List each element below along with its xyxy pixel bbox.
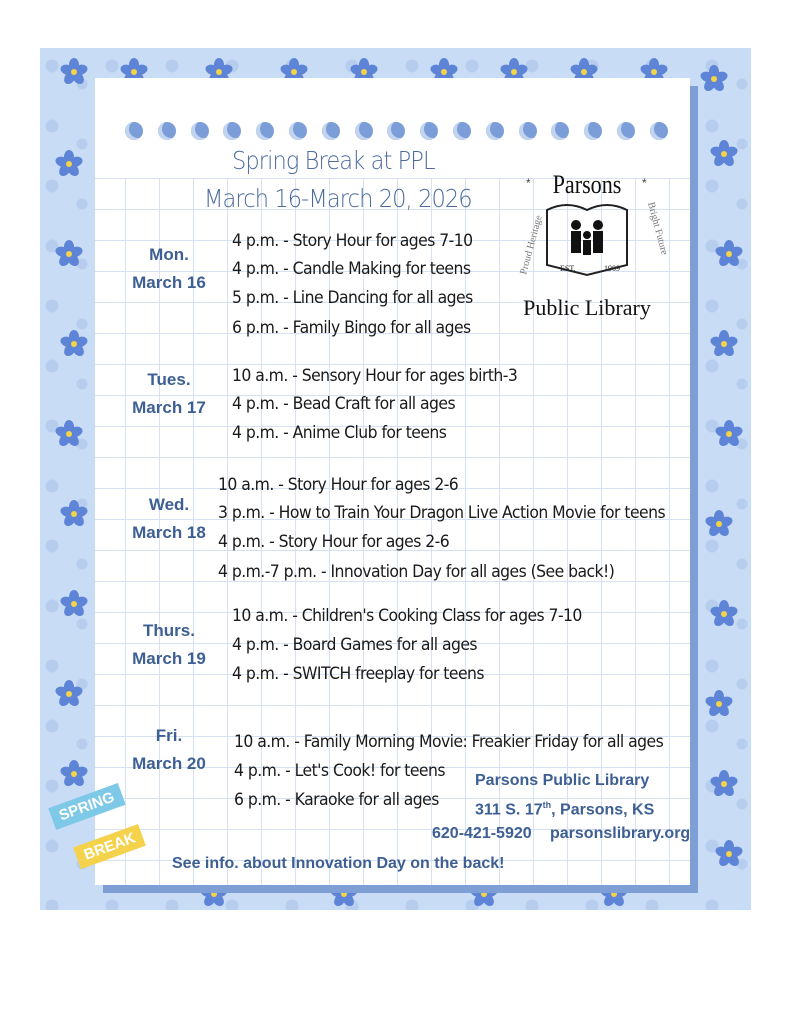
day-date: March 16 <box>132 273 206 292</box>
day-label: Tues. <box>147 370 191 389</box>
event-item: 3 p.m. - How to Train Your Dragon Live Action Movie for teens <box>218 503 666 523</box>
binder-hole <box>158 122 176 140</box>
event-item: 6 p.m. - Karaoke for all ages <box>234 790 439 810</box>
flower-icon <box>55 150 83 178</box>
binder-hole <box>355 122 373 140</box>
event-item: 4 p.m. - Story Hour for ages 2-6 <box>218 532 450 552</box>
event-item: 4 p.m. - Board Games for all ages <box>232 635 478 655</box>
library-phone: 620-421-5920 <box>432 825 532 842</box>
binder-hole <box>289 122 307 140</box>
library-logo <box>512 165 670 330</box>
event-item: 10 a.m. - Family Morning Movie: Freakier Friday for all ages <box>234 732 664 752</box>
day-date: March 17 <box>132 398 206 417</box>
binder-hole <box>223 122 241 140</box>
binder-hole <box>650 122 668 140</box>
day-date: March 18 <box>132 523 206 542</box>
event-item: 4 p.m. - Anime Club for teens <box>232 423 447 443</box>
flower-icon <box>55 240 83 268</box>
flower-icon <box>60 500 88 528</box>
binder-hole <box>617 122 635 140</box>
flower-icon <box>710 600 738 628</box>
binder-hole <box>584 122 602 140</box>
logo-public-library: Public Library <box>523 295 651 320</box>
binder-hole <box>191 122 209 140</box>
binder-hole <box>387 122 405 140</box>
flower-icon <box>55 680 83 708</box>
event-item: 4 p.m. - Candle Making for teens <box>232 259 471 279</box>
title-line-2: March 16-March 20, 2026 <box>204 184 472 213</box>
event-item: 6 p.m. - Family Bingo for all ages <box>232 318 471 338</box>
event-item: 10 a.m. - Children's Cooking Class for ages 7-10 <box>232 606 582 626</box>
flower-icon <box>60 590 88 618</box>
flower-icon <box>710 330 738 358</box>
flower-icon <box>715 420 743 448</box>
day-label: Thurs. <box>143 621 195 640</box>
badge-break: BREAK <box>73 824 146 869</box>
binder-hole <box>420 122 438 140</box>
spring-break-badge <box>45 780 165 890</box>
day-date: March 19 <box>132 649 206 668</box>
day-date: March 20 <box>132 754 206 773</box>
event-item: 4 p.m. - Let's Cook! for teens <box>234 761 445 781</box>
logo-arc-left: Proud Heritage <box>518 214 545 276</box>
binder-hole <box>322 122 340 140</box>
binder-hole <box>551 122 569 140</box>
flower-icon <box>705 690 733 718</box>
library-name: Parsons Public Library <box>475 772 650 789</box>
event-item: 4 p.m. - Story Hour for ages 7-10 <box>232 231 473 251</box>
day-label: Wed. <box>148 495 190 514</box>
event-item: 10 a.m. - Sensory Hour for ages birth-3 <box>232 366 518 386</box>
flower-icon <box>710 140 738 168</box>
flower-icon <box>715 840 743 868</box>
flower-icon <box>715 240 743 268</box>
flower-icon <box>60 330 88 358</box>
day-label: Fri. <box>155 726 183 745</box>
binder-hole <box>125 122 143 140</box>
address-city: , Parsons, KS <box>551 801 655 819</box>
event-item: 5 p.m. - Line Dancing for all ages <box>232 288 473 308</box>
flower-icon <box>710 770 738 798</box>
address-sup: th <box>542 800 552 810</box>
svg-text:*: * <box>526 176 531 190</box>
logo-arc-right: Bright Future <box>645 200 670 257</box>
logo-parsons: Parsons <box>552 171 622 200</box>
binder-hole <box>486 122 504 140</box>
binder-holes <box>125 122 668 140</box>
library-website[interactable]: parsonslibrary.org <box>550 825 691 842</box>
flower-icon <box>60 58 88 86</box>
event-item: 10 a.m. - Story Hour for ages 2-6 <box>218 475 459 495</box>
day-label: Mon. <box>149 245 189 264</box>
svg-text:*: * <box>642 176 647 190</box>
binder-hole <box>256 122 274 140</box>
logo-year: 1909 <box>604 264 620 273</box>
badge-spring: SPRING <box>48 783 125 830</box>
library-address <box>475 800 654 819</box>
address-street: 311 S. 17 <box>475 801 543 819</box>
title-line-1: Spring Break at PPL <box>232 146 435 175</box>
binder-hole <box>519 122 537 140</box>
flower-icon <box>55 420 83 448</box>
event-item: 4 p.m. - SWITCH freeplay for teens <box>232 664 484 684</box>
footer-note: See info. about Innovation Day on the back! <box>172 855 505 872</box>
event-item: 4 p.m. - Bead Craft for all ages <box>232 394 456 414</box>
logo-est: EST. <box>560 264 576 273</box>
event-item: 4 p.m.-7 p.m. - Innovation Day for all ages (See back!) <box>218 562 615 582</box>
flower-icon <box>705 510 733 538</box>
binder-hole <box>453 122 471 140</box>
flower-icon <box>700 65 728 93</box>
